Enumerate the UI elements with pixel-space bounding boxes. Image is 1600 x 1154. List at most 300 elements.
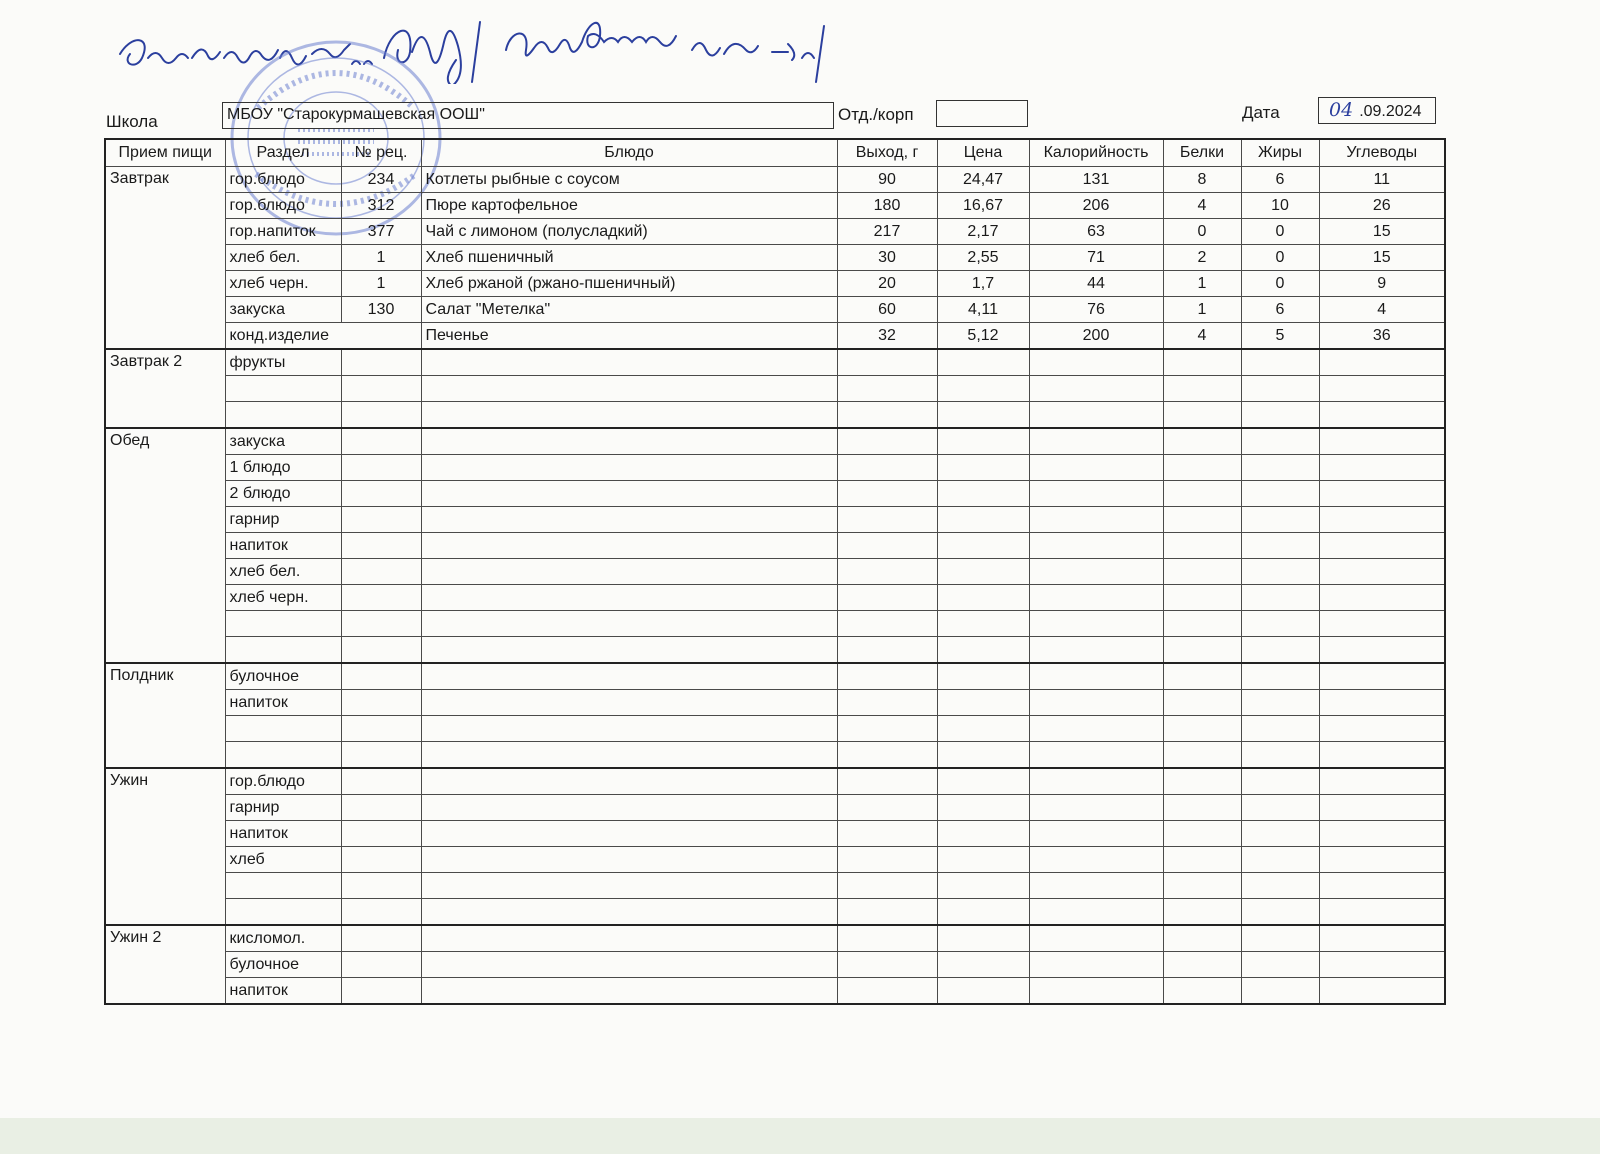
protein-cell: 1	[1163, 297, 1241, 323]
recipe-cell	[341, 637, 421, 664]
yield-cell	[837, 428, 937, 455]
price-cell	[937, 952, 1029, 978]
section-cell: хлеб черн.	[225, 271, 341, 297]
table-row	[105, 925, 1445, 952]
protein-cell	[1163, 402, 1241, 429]
yield-cell	[837, 402, 937, 429]
recipe-cell: 130	[341, 297, 421, 323]
dish-cell	[421, 585, 837, 611]
section-cell: гор.блюдо	[225, 768, 341, 795]
meal-name-cell: Ужин 2	[105, 925, 225, 1004]
kcal-cell: 44	[1029, 271, 1163, 297]
recipe-cell: 312	[341, 193, 421, 219]
scan-bottom-strip	[0, 1118, 1600, 1154]
table-row	[105, 637, 1445, 664]
kcal-cell	[1029, 611, 1163, 637]
dish-cell	[421, 899, 837, 926]
protein-cell	[1163, 611, 1241, 637]
dish-cell	[421, 716, 837, 742]
yield-cell	[837, 455, 937, 481]
dish-cell: Чай с лимоном (полусладкий)	[421, 219, 837, 245]
dish-cell	[421, 507, 837, 533]
kcal-cell: 63	[1029, 219, 1163, 245]
carbs-cell	[1319, 481, 1445, 507]
yield-cell	[837, 925, 937, 952]
price-cell	[937, 455, 1029, 481]
table-row	[105, 193, 1445, 219]
fat-cell	[1241, 716, 1319, 742]
kcal-cell	[1029, 795, 1163, 821]
carbs-cell: 9	[1319, 271, 1445, 297]
table-row	[105, 768, 1445, 795]
dish-cell	[421, 349, 837, 376]
col-header-recipe: № рец.	[341, 139, 421, 167]
yield-cell: 32	[837, 323, 937, 350]
kcal-cell: 200	[1029, 323, 1163, 350]
section-cell: гарнир	[225, 507, 341, 533]
protein-cell: 4	[1163, 323, 1241, 350]
col-header-dish: Блюдо	[421, 139, 837, 167]
yield-cell	[837, 716, 937, 742]
yield-cell: 217	[837, 219, 937, 245]
carbs-cell	[1319, 742, 1445, 769]
section-cell: напиток	[225, 533, 341, 559]
protein-cell	[1163, 428, 1241, 455]
yield-cell	[837, 611, 937, 637]
price-cell: 16,67	[937, 193, 1029, 219]
section-cell	[225, 637, 341, 664]
recipe-cell	[341, 847, 421, 873]
dish-cell: Печенье	[421, 323, 837, 350]
section-cell: кисломол.	[225, 925, 341, 952]
dish-cell	[421, 663, 837, 690]
carbs-cell	[1319, 559, 1445, 585]
table-row	[105, 323, 1445, 350]
section-cell	[225, 873, 341, 899]
kcal-cell	[1029, 952, 1163, 978]
price-cell	[937, 978, 1029, 1005]
protein-cell: 0	[1163, 219, 1241, 245]
price-cell	[937, 481, 1029, 507]
table-row	[105, 873, 1445, 899]
fat-cell	[1241, 899, 1319, 926]
kcal-cell	[1029, 533, 1163, 559]
meal-name-cell: Ужин	[105, 768, 225, 925]
kcal-cell	[1029, 690, 1163, 716]
section-cell: 2 блюдо	[225, 481, 341, 507]
fat-cell: 0	[1241, 219, 1319, 245]
carbs-cell: 26	[1319, 193, 1445, 219]
recipe-cell: 1	[341, 245, 421, 271]
recipe-cell	[341, 585, 421, 611]
kcal-cell	[1029, 899, 1163, 926]
carbs-cell: 4	[1319, 297, 1445, 323]
carbs-cell	[1319, 376, 1445, 402]
carbs-cell	[1319, 795, 1445, 821]
carbs-cell	[1319, 585, 1445, 611]
fat-cell	[1241, 637, 1319, 664]
yield-cell: 60	[837, 297, 937, 323]
recipe-cell	[341, 925, 421, 952]
yield-cell	[837, 899, 937, 926]
kcal-cell	[1029, 507, 1163, 533]
table-row	[105, 690, 1445, 716]
dish-cell	[421, 455, 837, 481]
carbs-cell	[1319, 952, 1445, 978]
price-cell: 2,17	[937, 219, 1029, 245]
protein-cell	[1163, 559, 1241, 585]
section-cell: хлеб черн.	[225, 585, 341, 611]
section-cell	[225, 376, 341, 402]
dish-cell	[421, 952, 837, 978]
table-row	[105, 349, 1445, 376]
fat-cell	[1241, 428, 1319, 455]
col-header-calories: Калорийность	[1029, 139, 1163, 167]
yield-cell	[837, 663, 937, 690]
price-cell	[937, 768, 1029, 795]
yield-cell	[837, 795, 937, 821]
recipe-cell	[341, 873, 421, 899]
price-cell: 24,47	[937, 167, 1029, 193]
kcal-cell	[1029, 402, 1163, 429]
recipe-cell	[341, 507, 421, 533]
price-cell	[937, 847, 1029, 873]
recipe-cell	[341, 795, 421, 821]
fat-cell	[1241, 402, 1319, 429]
price-cell	[937, 533, 1029, 559]
table-row	[105, 821, 1445, 847]
yield-cell: 20	[837, 271, 937, 297]
carbs-cell	[1319, 899, 1445, 926]
recipe-cell: 234	[341, 167, 421, 193]
carbs-cell	[1319, 507, 1445, 533]
dish-cell	[421, 402, 837, 429]
dish-cell	[421, 690, 837, 716]
carbs-cell	[1319, 663, 1445, 690]
dish-cell: Хлеб пшеничный	[421, 245, 837, 271]
recipe-cell	[341, 428, 421, 455]
table-row	[105, 428, 1445, 455]
dish-cell	[421, 611, 837, 637]
fat-cell	[1241, 978, 1319, 1005]
protein-cell	[1163, 533, 1241, 559]
table-row	[105, 585, 1445, 611]
price-cell	[937, 716, 1029, 742]
protein-cell	[1163, 899, 1241, 926]
carbs-cell	[1319, 690, 1445, 716]
dish-cell	[421, 978, 837, 1005]
protein-cell	[1163, 952, 1241, 978]
protein-cell: 1	[1163, 271, 1241, 297]
table-row	[105, 402, 1445, 429]
table-row	[105, 742, 1445, 769]
yield-cell	[837, 847, 937, 873]
fat-cell	[1241, 742, 1319, 769]
section-cell: хлеб бел.	[225, 245, 341, 271]
recipe-cell	[341, 716, 421, 742]
recipe-cell	[341, 611, 421, 637]
fat-cell: 6	[1241, 297, 1319, 323]
daily-menu-table	[104, 138, 1446, 1005]
section-cell: фрукты	[225, 349, 341, 376]
kcal-cell	[1029, 585, 1163, 611]
yield-cell	[837, 768, 937, 795]
protein-cell	[1163, 821, 1241, 847]
kcal-cell	[1029, 455, 1163, 481]
dish-cell	[421, 376, 837, 402]
section-cell: гор.напиток	[225, 219, 341, 245]
table-row	[105, 847, 1445, 873]
fat-cell	[1241, 559, 1319, 585]
table-row	[105, 663, 1445, 690]
fat-cell	[1241, 585, 1319, 611]
fat-cell	[1241, 611, 1319, 637]
meal-name-cell: Завтрак 2	[105, 349, 225, 428]
fat-cell	[1241, 349, 1319, 376]
protein-cell: 8	[1163, 167, 1241, 193]
col-header-yield: Выход, г	[837, 139, 937, 167]
carbs-cell	[1319, 768, 1445, 795]
recipe-cell	[341, 821, 421, 847]
recipe-cell	[341, 559, 421, 585]
price-cell	[937, 690, 1029, 716]
recipe-cell	[341, 455, 421, 481]
section-cell: 1 блюдо	[225, 455, 341, 481]
yield-cell	[837, 952, 937, 978]
meal-name-cell: Полдник	[105, 663, 225, 768]
dish-cell	[421, 768, 837, 795]
protein-cell	[1163, 978, 1241, 1005]
table-row	[105, 611, 1445, 637]
date-label: Дата	[1242, 103, 1280, 122]
section-cell: булочное	[225, 663, 341, 690]
kcal-cell	[1029, 768, 1163, 795]
recipe-cell	[341, 349, 421, 376]
section-cell: хлеб	[225, 847, 341, 873]
yield-cell: 30	[837, 245, 937, 271]
fat-cell	[1241, 376, 1319, 402]
kcal-cell	[1029, 742, 1163, 769]
recipe-cell	[341, 402, 421, 429]
protein-cell	[1163, 690, 1241, 716]
recipe-cell	[341, 768, 421, 795]
table-row	[105, 559, 1445, 585]
protein-cell	[1163, 637, 1241, 664]
dish-cell: Салат "Метелка"	[421, 297, 837, 323]
col-header-protein: Белки	[1163, 139, 1241, 167]
dish-cell	[421, 795, 837, 821]
kcal-cell: 71	[1029, 245, 1163, 271]
kcal-cell	[1029, 481, 1163, 507]
dish-cell	[421, 821, 837, 847]
school-label: Школа	[106, 112, 158, 131]
recipe-cell	[341, 742, 421, 769]
carbs-cell	[1319, 847, 1445, 873]
table-row	[105, 952, 1445, 978]
dish-cell	[421, 428, 837, 455]
kcal-cell	[1029, 821, 1163, 847]
price-cell	[937, 585, 1029, 611]
carbs-cell	[1319, 428, 1445, 455]
table-row	[105, 271, 1445, 297]
protein-cell	[1163, 925, 1241, 952]
table-row	[105, 899, 1445, 926]
protein-cell	[1163, 742, 1241, 769]
kcal-cell	[1029, 978, 1163, 1005]
table-row	[105, 245, 1445, 271]
fat-cell	[1241, 925, 1319, 952]
school-field[interactable]: МБОУ "Старокурмашевская ООШ"	[222, 102, 834, 129]
price-cell: 5,12	[937, 323, 1029, 350]
price-cell	[937, 402, 1029, 429]
carbs-cell: 36	[1319, 323, 1445, 350]
table-row	[105, 533, 1445, 559]
fat-cell	[1241, 873, 1319, 899]
kcal-cell	[1029, 376, 1163, 402]
protein-cell	[1163, 585, 1241, 611]
table-row	[105, 376, 1445, 402]
dish-cell	[421, 847, 837, 873]
section-cell: гор.блюдо	[225, 193, 341, 219]
recipe-cell: 377	[341, 219, 421, 245]
fat-cell	[1241, 821, 1319, 847]
price-cell	[937, 376, 1029, 402]
yield-cell	[837, 873, 937, 899]
section-cell	[225, 742, 341, 769]
recipe-cell	[341, 376, 421, 402]
price-cell	[937, 349, 1029, 376]
section-cell: хлеб бел.	[225, 559, 341, 585]
yield-cell	[837, 978, 937, 1005]
yield-cell	[837, 821, 937, 847]
yield-cell: 180	[837, 193, 937, 219]
price-cell	[937, 663, 1029, 690]
col-header-section: Раздел	[225, 139, 341, 167]
price-cell	[937, 559, 1029, 585]
fat-cell: 6	[1241, 167, 1319, 193]
carbs-cell: 15	[1319, 245, 1445, 271]
section-cell	[225, 402, 341, 429]
table-row	[105, 455, 1445, 481]
fat-cell	[1241, 455, 1319, 481]
carbs-cell	[1319, 349, 1445, 376]
fat-cell: 0	[1241, 271, 1319, 297]
fat-cell	[1241, 663, 1319, 690]
fat-cell	[1241, 768, 1319, 795]
yield-cell	[837, 481, 937, 507]
table-row	[105, 978, 1445, 1005]
section-cell	[225, 716, 341, 742]
table-row	[105, 219, 1445, 245]
fat-cell: 0	[1241, 245, 1319, 271]
dish-cell: Пюре картофельное	[421, 193, 837, 219]
fat-cell	[1241, 952, 1319, 978]
price-cell	[937, 795, 1029, 821]
dish-cell	[421, 873, 837, 899]
recipe-cell	[341, 899, 421, 926]
recipe-cell: 1	[341, 271, 421, 297]
recipe-cell	[341, 481, 421, 507]
dept-field[interactable]	[936, 100, 1028, 127]
section-cell: гарнир	[225, 795, 341, 821]
protein-cell	[1163, 873, 1241, 899]
dish-cell	[421, 925, 837, 952]
fat-cell	[1241, 533, 1319, 559]
yield-cell	[837, 637, 937, 664]
recipe-cell	[341, 690, 421, 716]
kcal-cell	[1029, 637, 1163, 664]
fat-cell	[1241, 690, 1319, 716]
fat-cell	[1241, 481, 1319, 507]
price-cell	[937, 925, 1029, 952]
date-field[interactable]	[1318, 97, 1436, 124]
kcal-cell	[1029, 428, 1163, 455]
section-cell: гор.блюдо	[225, 167, 341, 193]
table-row	[105, 507, 1445, 533]
section-cell: напиток	[225, 978, 341, 1005]
yield-cell	[837, 507, 937, 533]
price-cell: 2,55	[937, 245, 1029, 271]
protein-cell	[1163, 768, 1241, 795]
kcal-cell	[1029, 349, 1163, 376]
yield-cell	[837, 376, 937, 402]
protein-cell	[1163, 847, 1241, 873]
yield-cell	[837, 690, 937, 716]
yield-cell	[837, 559, 937, 585]
dish-cell	[421, 481, 837, 507]
carbs-cell: 15	[1319, 219, 1445, 245]
price-cell	[937, 507, 1029, 533]
fat-cell	[1241, 507, 1319, 533]
section-cell: напиток	[225, 690, 341, 716]
kcal-cell: 206	[1029, 193, 1163, 219]
table-row	[105, 481, 1445, 507]
price-cell: 1,7	[937, 271, 1029, 297]
price-cell	[937, 611, 1029, 637]
col-header-price: Цена	[937, 139, 1029, 167]
carbs-cell	[1319, 978, 1445, 1005]
table-header-row	[105, 139, 1445, 167]
kcal-cell	[1029, 559, 1163, 585]
table-row	[105, 167, 1445, 193]
price-cell	[937, 742, 1029, 769]
section-cell: напиток	[225, 821, 341, 847]
protein-cell	[1163, 507, 1241, 533]
fat-cell	[1241, 795, 1319, 821]
kcal-cell: 76	[1029, 297, 1163, 323]
dept-label: Отд./корп	[838, 105, 914, 124]
fat-cell: 10	[1241, 193, 1319, 219]
section-cell	[225, 899, 341, 926]
section-cell: конд.изделие	[225, 323, 421, 350]
carbs-cell	[1319, 716, 1445, 742]
yield-cell	[837, 349, 937, 376]
protein-cell	[1163, 716, 1241, 742]
kcal-cell	[1029, 847, 1163, 873]
table-row	[105, 716, 1445, 742]
protein-cell: 4	[1163, 193, 1241, 219]
protein-cell	[1163, 376, 1241, 402]
meal-name-cell: Завтрак	[105, 167, 225, 350]
col-header-meal: Прием пищи	[105, 139, 225, 167]
section-cell: закуска	[225, 428, 341, 455]
protein-cell	[1163, 481, 1241, 507]
section-cell	[225, 611, 341, 637]
price-cell	[937, 899, 1029, 926]
section-cell: булочное	[225, 952, 341, 978]
recipe-cell	[341, 533, 421, 559]
fat-cell	[1241, 847, 1319, 873]
